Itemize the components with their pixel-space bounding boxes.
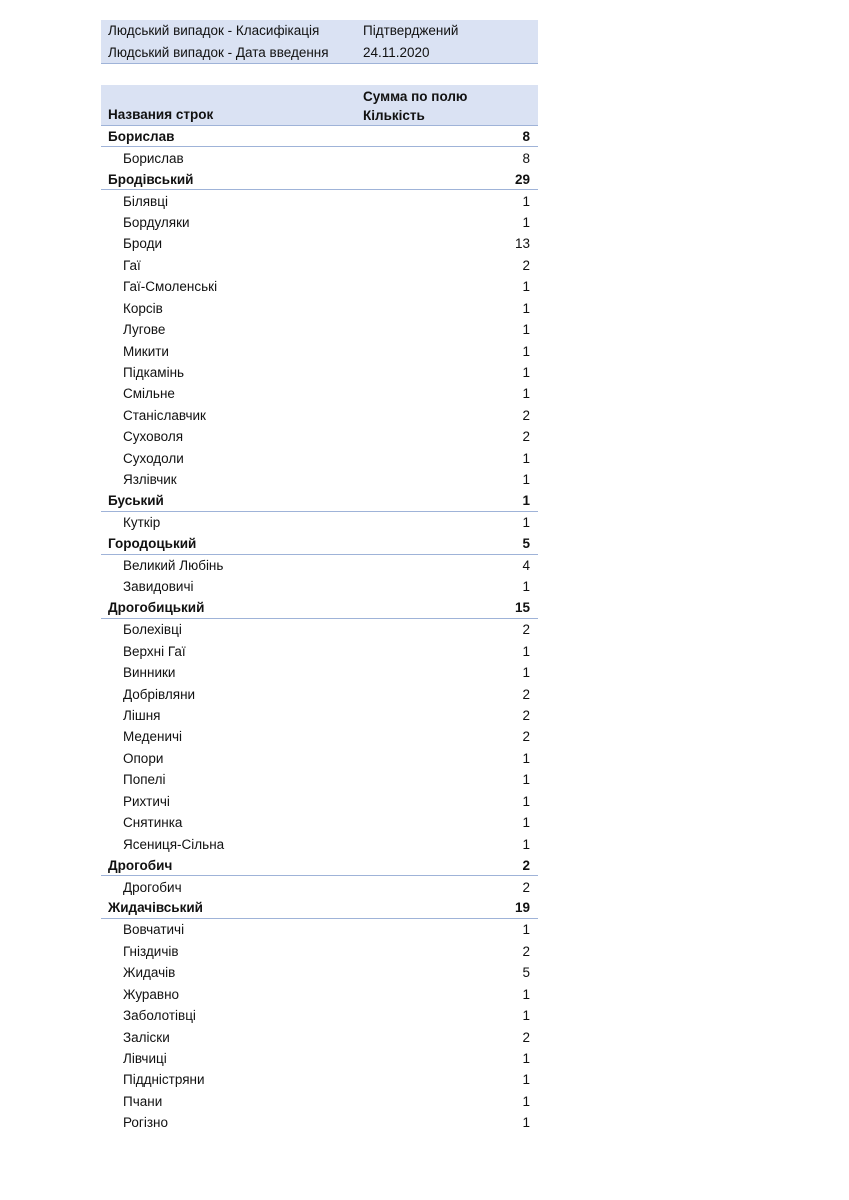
item-row[interactable] bbox=[101, 1069, 538, 1090]
group-total: 8 bbox=[522, 128, 530, 144]
item-name: Суходоли bbox=[123, 450, 184, 466]
item-name: Білявці bbox=[123, 193, 168, 209]
item-value: 1 bbox=[522, 836, 530, 852]
item-value: 2 bbox=[522, 622, 530, 638]
report-filters bbox=[101, 20, 538, 64]
item-value: 2 bbox=[522, 879, 530, 895]
item-name: Журавно bbox=[123, 986, 180, 1002]
item-row[interactable] bbox=[101, 941, 538, 962]
item-value: 1 bbox=[522, 922, 530, 938]
item-value: 1 bbox=[522, 1051, 530, 1067]
item-value: 1 bbox=[522, 1008, 530, 1024]
item-name: Снятинка bbox=[123, 815, 183, 831]
item-row[interactable] bbox=[101, 512, 538, 533]
item-name: Куткір bbox=[123, 515, 161, 531]
item-value: 1 bbox=[522, 214, 530, 230]
item-row[interactable] bbox=[101, 1091, 538, 1112]
item-row[interactable] bbox=[101, 833, 538, 854]
item-name: Піддністряни bbox=[123, 1072, 205, 1088]
item-name: Верхні Гаї bbox=[123, 643, 186, 659]
item-row[interactable] bbox=[101, 1005, 538, 1026]
item-value: 2 bbox=[522, 257, 530, 273]
filter-label: Людський випадок - Дата введення bbox=[108, 44, 329, 60]
item-name: Пчани bbox=[123, 1093, 163, 1109]
item-name: Гніздичів bbox=[123, 943, 179, 959]
item-row[interactable] bbox=[101, 426, 538, 447]
group-row[interactable] bbox=[101, 598, 538, 619]
item-row[interactable] bbox=[101, 683, 538, 704]
item-name: Заболотівці bbox=[123, 1008, 196, 1024]
group-total: 15 bbox=[514, 600, 530, 616]
item-value: 5 bbox=[522, 965, 530, 981]
item-name: Великий Любінь bbox=[123, 557, 224, 573]
item-value: 1 bbox=[522, 772, 530, 788]
item-name: Добрівляни bbox=[123, 686, 196, 702]
item-value: 1 bbox=[522, 515, 530, 531]
item-row[interactable] bbox=[101, 469, 538, 490]
item-name: Суховоля bbox=[123, 429, 184, 445]
item-row[interactable] bbox=[101, 1112, 538, 1133]
group-row[interactable] bbox=[101, 533, 538, 554]
item-row[interactable] bbox=[101, 362, 538, 383]
item-name: Винники bbox=[123, 665, 176, 681]
item-row[interactable] bbox=[101, 876, 538, 897]
item-value: 8 bbox=[522, 150, 530, 166]
item-row[interactable] bbox=[101, 383, 538, 404]
item-name: Вовчатичі bbox=[123, 922, 185, 938]
group-name: Дрогобицький bbox=[108, 600, 205, 616]
item-row[interactable] bbox=[101, 919, 538, 940]
item-name: Микити bbox=[123, 343, 169, 359]
group-row[interactable] bbox=[101, 169, 538, 190]
sum-header-line2: Кількість bbox=[363, 108, 425, 123]
item-row[interactable] bbox=[101, 255, 538, 276]
item-value: 1 bbox=[522, 1115, 530, 1131]
item-row[interactable] bbox=[101, 769, 538, 790]
filter-entry-date[interactable] bbox=[101, 42, 538, 64]
item-name: Лішня bbox=[123, 708, 161, 724]
group-row[interactable] bbox=[101, 855, 538, 876]
item-value: 1 bbox=[522, 579, 530, 595]
group-name: Жидачівський bbox=[108, 900, 203, 916]
item-value: 1 bbox=[522, 1093, 530, 1109]
item-row[interactable] bbox=[101, 641, 538, 662]
item-name: Заліски bbox=[123, 1029, 170, 1045]
pivot-table bbox=[101, 85, 538, 1134]
item-value: 1 bbox=[522, 643, 530, 659]
item-value: 13 bbox=[514, 236, 530, 252]
row-labels-header[interactable]: Названия строк bbox=[108, 107, 214, 122]
item-name: Язлівчик bbox=[123, 472, 177, 488]
item-name: Рогізно bbox=[123, 1115, 168, 1131]
item-row[interactable] bbox=[101, 190, 538, 211]
filter-classification[interactable] bbox=[101, 20, 538, 42]
item-row[interactable] bbox=[101, 212, 538, 233]
group-total: 29 bbox=[514, 171, 530, 187]
item-row[interactable] bbox=[101, 619, 538, 640]
item-value: 1 bbox=[522, 386, 530, 402]
item-name: Борислав bbox=[123, 150, 184, 166]
group-total: 5 bbox=[522, 536, 530, 552]
item-name: Бордуляки bbox=[123, 214, 190, 230]
item-name: Смільне bbox=[123, 386, 175, 402]
item-name: Лугове bbox=[123, 322, 166, 338]
item-name: Рихтичі bbox=[123, 793, 170, 809]
item-row[interactable] bbox=[101, 555, 538, 576]
item-name: Ясениця-Сільна bbox=[123, 836, 225, 852]
group-name: Борислав bbox=[108, 128, 175, 144]
item-value: 2 bbox=[522, 1029, 530, 1045]
item-row[interactable] bbox=[101, 576, 538, 597]
item-row[interactable] bbox=[101, 233, 538, 254]
item-row[interactable] bbox=[101, 984, 538, 1005]
item-name: Опори bbox=[123, 750, 164, 766]
item-value: 4 bbox=[522, 557, 530, 573]
item-name: Меденичі bbox=[123, 729, 183, 745]
item-value: 1 bbox=[522, 665, 530, 681]
item-value: 2 bbox=[522, 708, 530, 724]
item-value: 1 bbox=[522, 450, 530, 466]
item-name: Броди bbox=[123, 236, 162, 252]
item-value: 2 bbox=[522, 686, 530, 702]
item-value: 1 bbox=[522, 279, 530, 295]
item-name: Дрогобич bbox=[123, 879, 182, 895]
item-row[interactable] bbox=[101, 147, 538, 168]
item-row[interactable] bbox=[101, 1026, 538, 1047]
item-name: Болехівці bbox=[123, 622, 182, 638]
group-row[interactable] bbox=[101, 898, 538, 919]
item-row[interactable] bbox=[101, 1048, 538, 1069]
item-name: Жидачів bbox=[123, 965, 176, 981]
item-row[interactable] bbox=[101, 705, 538, 726]
group-total: 19 bbox=[514, 900, 530, 916]
item-value: 1 bbox=[522, 750, 530, 766]
item-value: 1 bbox=[522, 322, 530, 338]
item-row[interactable] bbox=[101, 340, 538, 361]
filter-value[interactable]: 24.11.2020 bbox=[363, 44, 430, 60]
group-name: Дрогобич bbox=[108, 857, 173, 873]
group-row[interactable] bbox=[101, 126, 538, 147]
item-value: 1 bbox=[522, 793, 530, 809]
item-value: 1 bbox=[522, 343, 530, 359]
pivot-body bbox=[101, 126, 538, 1134]
item-name: Попелі bbox=[123, 772, 166, 788]
item-value: 2 bbox=[522, 729, 530, 745]
item-row[interactable] bbox=[101, 319, 538, 340]
item-value: 1 bbox=[522, 472, 530, 488]
item-name: Завидовичі bbox=[123, 579, 194, 595]
group-name: Бродівський bbox=[108, 171, 194, 187]
pivot-header bbox=[101, 85, 538, 126]
item-row[interactable] bbox=[101, 962, 538, 983]
filter-value[interactable]: Підтверджений bbox=[363, 23, 459, 39]
item-name: Станіславчик bbox=[123, 407, 206, 423]
group-name: Городоцький bbox=[108, 536, 197, 552]
item-row[interactable] bbox=[101, 276, 538, 297]
item-value: 1 bbox=[522, 365, 530, 381]
item-value: 1 bbox=[522, 300, 530, 316]
item-value: 1 bbox=[522, 193, 530, 209]
item-name: Гаї-Смоленські bbox=[123, 279, 218, 295]
item-name: Гаї bbox=[123, 257, 141, 273]
item-value: 1 bbox=[522, 986, 530, 1002]
item-value: 1 bbox=[522, 1072, 530, 1088]
sum-header-line1: Сумма по полю bbox=[363, 89, 468, 104]
sum-field-header bbox=[363, 87, 467, 125]
item-row[interactable] bbox=[101, 812, 538, 833]
item-row[interactable] bbox=[101, 791, 538, 812]
item-row[interactable] bbox=[101, 726, 538, 747]
item-row[interactable] bbox=[101, 748, 538, 769]
item-row[interactable] bbox=[101, 662, 538, 683]
item-value: 2 bbox=[522, 429, 530, 445]
group-name: Буський bbox=[108, 493, 164, 509]
item-row[interactable] bbox=[101, 405, 538, 426]
filter-label: Людський випадок - Класифікація bbox=[108, 23, 320, 39]
group-row[interactable] bbox=[101, 490, 538, 511]
item-value: 1 bbox=[522, 815, 530, 831]
item-row[interactable] bbox=[101, 448, 538, 469]
item-value: 2 bbox=[522, 943, 530, 959]
item-name: Підкамінь bbox=[123, 365, 185, 381]
item-value: 2 bbox=[522, 407, 530, 423]
group-total: 1 bbox=[522, 493, 530, 509]
item-name: Лівчиці bbox=[123, 1051, 167, 1067]
item-row[interactable] bbox=[101, 298, 538, 319]
item-name: Корсів bbox=[123, 300, 163, 316]
group-total: 2 bbox=[522, 857, 530, 873]
